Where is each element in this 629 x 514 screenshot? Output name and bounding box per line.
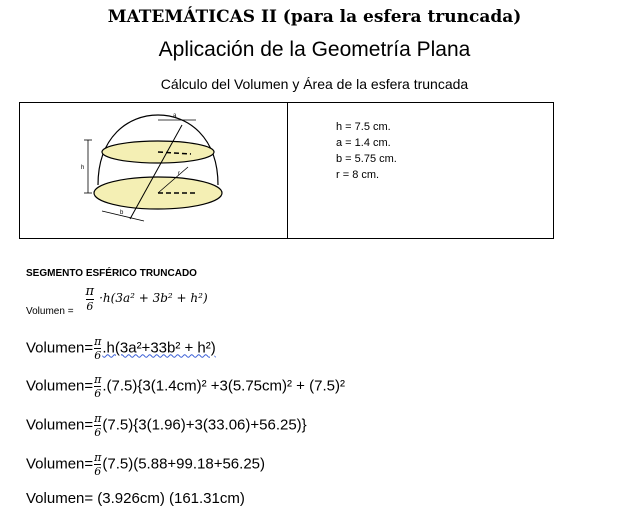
label-b: b bbox=[120, 210, 124, 216]
step-4: Volumen= $\frac{\pi}{6}$ (7.5)(5.88+99.18+56.25) bbox=[26, 451, 265, 478]
figure-table bbox=[19, 102, 554, 239]
document-subtitle: Aplicación de la Geometría Plana bbox=[158, 38, 471, 61]
table-divider bbox=[287, 103, 288, 238]
given-a: a = 1.4 cm. bbox=[336, 137, 391, 149]
step-3: Volumen= $\frac{\pi}{6}$ (7.5){3(1.96)+3(33.06)+56.25)} bbox=[26, 412, 307, 439]
volume-formula bbox=[26, 285, 208, 317]
given-values bbox=[336, 119, 397, 183]
pi-over-six: $\frac{\pi}{6}$ bbox=[85, 284, 95, 313]
final-result: Volumen= (3.926cm) (161.31cm) bbox=[26, 490, 245, 507]
section-heading: SEGMENTO ESFÉRICO TRUNCADO bbox=[26, 268, 197, 279]
given-b: b = 5.75 cm. bbox=[336, 153, 397, 165]
label-a: a bbox=[173, 113, 177, 119]
label-r: r bbox=[178, 171, 180, 177]
step-1: Volumen= $\frac{\pi}{6}$ .h(3a²+33b² + h²) bbox=[26, 335, 216, 362]
document-title: MATEMÁTICAS II (para la esfera truncada) bbox=[107, 7, 522, 27]
document-caption: Cálculo del Volumen y Área de la esfera truncada bbox=[160, 76, 469, 92]
formula-text: ·h(3a² + 3b² + h²) bbox=[99, 291, 208, 306]
label-h: h bbox=[81, 165, 85, 171]
volume-label: Volumen = bbox=[26, 306, 74, 318]
step-2: Volumen= $\frac{\pi}{6}$ .(7.5){3(1.4cm)² +3(5.75cm)² + (7.5)² bbox=[26, 373, 345, 400]
given-h: h = 7.5 cm. bbox=[336, 121, 391, 133]
truncated-sphere-figure bbox=[78, 107, 238, 225]
given-r: r = 8 cm. bbox=[336, 169, 380, 181]
